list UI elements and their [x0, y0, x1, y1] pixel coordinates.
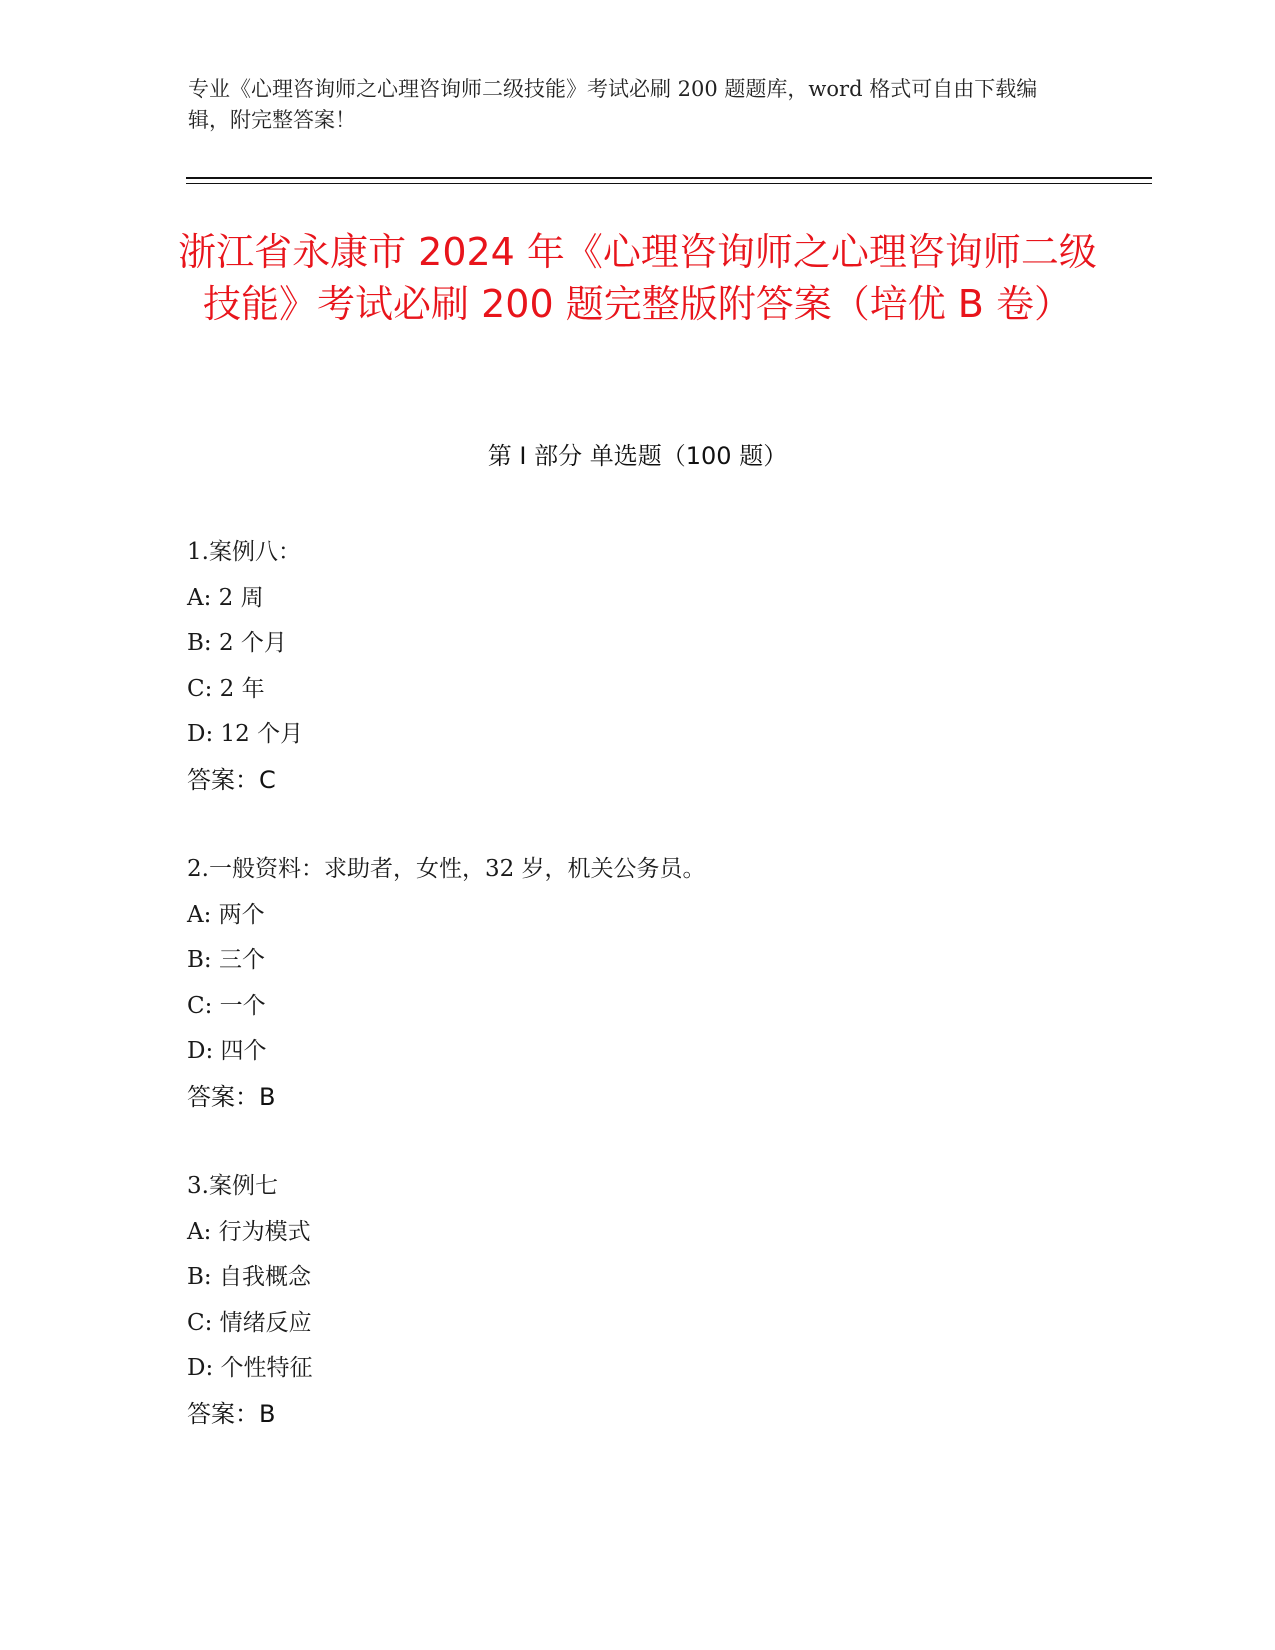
- question-answer: 答案：B: [187, 1399, 276, 1428]
- question-stem: 3.案例七: [187, 1173, 278, 1199]
- question-stem: 2.一般资料：求助者，女性，32 岁，机关公务员。: [187, 856, 706, 882]
- question-1: [187, 530, 1147, 803]
- option-d: D: 个性特征: [187, 1355, 313, 1381]
- option-b: B: 自我概念: [187, 1264, 311, 1290]
- option-a: A: 两个: [187, 901, 265, 928]
- question-stem: 1.案例八：: [187, 539, 301, 565]
- option-c: C: 情绪反应: [187, 1309, 312, 1336]
- question-3: [187, 1164, 1147, 1437]
- option-b: B: 2 个月: [187, 630, 287, 656]
- question-2: [187, 847, 1147, 1120]
- header-note: 专业《心理咨询师之心理咨询师二级技能》考试必刷 200 题题库，word 格式可自由下载编辑，附完整答案！: [188, 77, 1038, 132]
- option-d: D: 四个: [187, 1038, 267, 1064]
- option-b: B: 三个: [187, 947, 265, 973]
- question-list: [187, 530, 1147, 1481]
- option-a: A: 2 周: [187, 584, 264, 611]
- section-heading: 第 I 部分 单选题（100 题）: [487, 442, 788, 470]
- question-answer: 答案：B: [187, 1082, 276, 1111]
- option-d: D: 12 个月: [187, 721, 304, 747]
- option-a: A: 行为模式: [187, 1218, 311, 1245]
- header-divider-thin: [186, 183, 1152, 184]
- option-c: C: 2 年: [187, 675, 265, 702]
- option-c: C: 一个: [187, 992, 266, 1019]
- document-title: 浙江省永康市 2024 年《心理咨询师之心理咨询师二级技能》考试必刷 200 题完整版附答案（培优 B 卷）: [178, 230, 1097, 326]
- question-answer: 答案：C: [187, 765, 276, 794]
- header-divider-thick: [186, 177, 1152, 179]
